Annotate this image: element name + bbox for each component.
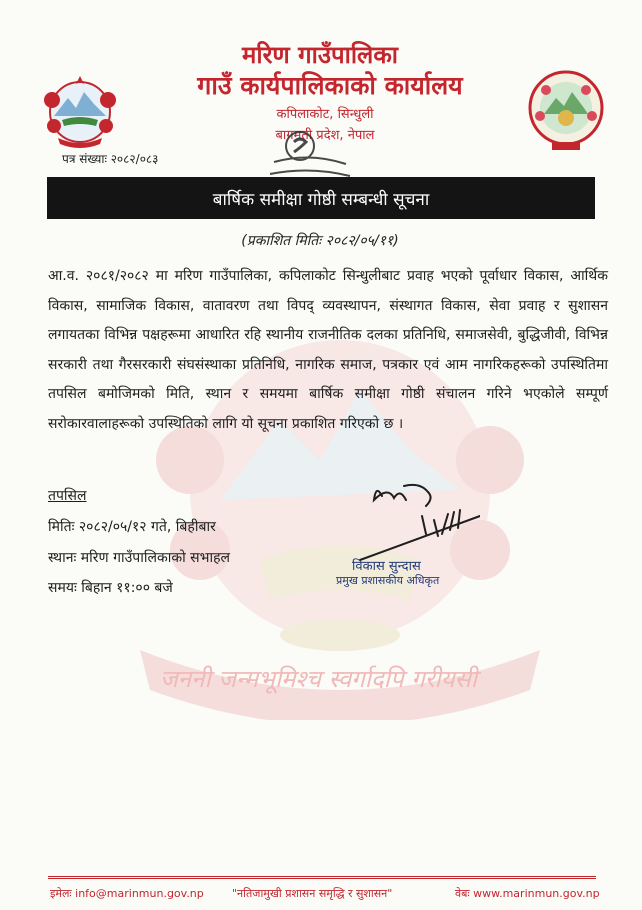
signer-title: प्रमुख प्रशासकीय अधिकृत (336, 574, 440, 587)
footer-divider (48, 876, 596, 877)
municipality-name: मरिण गाउँपालिका (242, 41, 398, 69)
address-line-2: बागमती प्रदेश, नेपाल (275, 128, 375, 143)
event-date: मितिः २०८२/०५/१२ गते, बिहीबार (48, 519, 216, 535)
nepal-government-emblem-icon (40, 70, 120, 150)
footer-divider-2 (48, 878, 596, 879)
event-time: समयः बिहान ११:०० बजे (48, 580, 173, 596)
address-line-1: कपिलाकोट, सिन्धुली (276, 107, 374, 122)
event-venue: स्थानः मरिण गाउँपालिकाको सभाहल (48, 550, 231, 566)
municipality-logo-icon (526, 68, 606, 154)
signer-name: विकास सुन्दास (352, 559, 421, 574)
notice-body: आ.व. २०८१/२०८२ मा मरिण गाउँपालिका, कपिलाकोट सिन्धुलीबाट प्रवाह भएको पूर्वाधार विकास, आर्थिक विकास, सामाजिक विकास, वातावरण तथा विपद् व्यवस्थापन, संस्थागत विकास, सेवा प्रवाह र सुशासन लगायतका विभिन्न पक्षहरूमा आधारित रहि स्थानीय राजनीतिक दलका प्रतिनिधि, समाजसेवी, बुद्धिजीवी, विभिन्न सरकारी तथा गैरसरकारी संघसंस्थाका प्रतिनिधि, नागरिक समाज, पत्रकार एवं आम नागरिकहरूको उपस्थितिमा तपसिल बमोजिमको मिति, स्थान र समयमा बार्षिक समीक्षा गोष्ठी संचालन गरिने भएकोले सम्पूर्ण सरोकारवालाहरूको उपस्थितिको लागि यो सूचना प्रकाशित गरिएको छ । (48, 268, 608, 432)
reference-number: पत्र संख्याः २०८२/०८३ (62, 152, 159, 166)
notice-title-banner (47, 177, 595, 219)
details-heading: तपसिल (48, 488, 87, 504)
office-name: गाउँ कार्यपालिकाको कार्यालय (197, 71, 463, 100)
published-date: (प्रकाशित मितिः २०८२/०५/११) (241, 233, 399, 249)
footer-email[interactable]: इमेलः info@marinmun.gov.np (50, 887, 204, 900)
notice-title: बार्षिक समीक्षा गोष्ठी सम्बन्धी सूचना (212, 190, 430, 210)
footer-website[interactable]: वेबः www.marinmun.gov.np (455, 887, 600, 900)
footer-slogan: "नतिजामुखी प्रशासन समृद्धि र सुशासन" (232, 887, 393, 900)
watermark-motto: जननी जन्मभूमिश्च स्वर्गादपि गरीयसी (160, 665, 478, 693)
